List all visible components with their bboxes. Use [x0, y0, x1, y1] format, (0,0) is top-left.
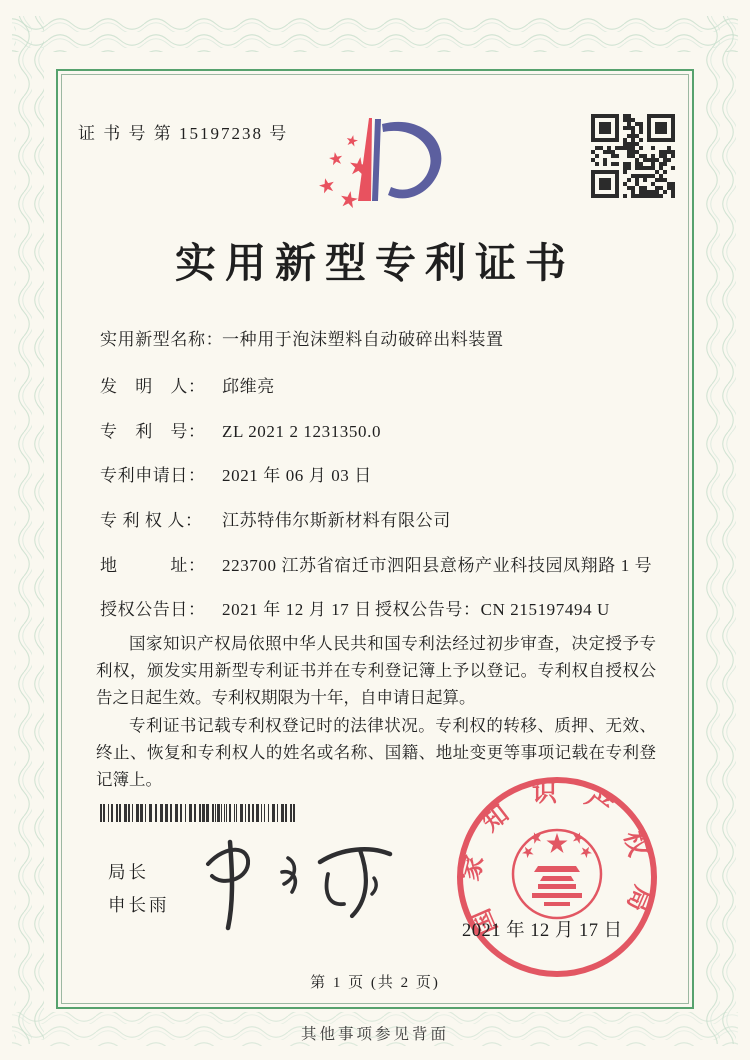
field-label: 授权公告号：: [375, 600, 481, 619]
field-row-address: [100, 551, 652, 576]
qr-code-icon: [591, 114, 675, 203]
field-value: 223700 江苏省宿迁市泗阳县意杨产业科技园凤翔路 1 号: [222, 556, 653, 575]
field-row-name: [100, 325, 504, 350]
field-label: 发 明 人：: [100, 377, 206, 396]
legal-paragraph-1: 国家知识产权局依照中华人民共和国专利法经过初步审查，决定授予专利权，颁发实用新型专利证书并在专利登记簿上予以登记。专利权自授权公告之日起生效。专利权期限为十年，自申请日起算。: [96, 634, 656, 708]
field-label: 专 利 号：: [100, 422, 206, 441]
field-row-patent-no: [100, 417, 381, 442]
field-label: 地 址：: [100, 556, 206, 575]
field-value: 2021 年 06 月 03 日: [222, 466, 372, 485]
field-row-grant-date: [100, 595, 610, 620]
certificate-number: 证 书 号 第 15197238 号: [78, 124, 289, 143]
barcode-icon: [100, 803, 296, 828]
field-value: 一种用于泡沫塑料自动破碎出料装置: [222, 330, 504, 349]
signer-title: 局长: [108, 862, 149, 882]
field-row-inventor: [100, 372, 275, 397]
certificate-title: 实用新型专利证书: [175, 240, 575, 286]
field-value: CN 215197494 U: [480, 600, 610, 619]
field-row-patentee: [100, 506, 451, 531]
page-number: 第 1 页 (共 2 页): [310, 975, 440, 991]
signer-name: 申长雨: [108, 895, 170, 915]
field-label: 实用新型名称：: [100, 330, 224, 349]
field-label: 专利申请日：: [100, 466, 206, 485]
field-label: 专 利 权 人：: [100, 511, 203, 530]
field-grant-number: [375, 595, 610, 620]
seal-date: 2021 年 12 月 17 日: [462, 921, 623, 941]
back-note: 其他事项参见背面: [300, 1026, 449, 1043]
seal-agency-text: 国家知识产权局: [456, 779, 658, 939]
handwritten-signature-icon: [192, 828, 407, 941]
cnipa-logo-icon: [298, 108, 463, 218]
legal-paragraph-2: 专利证书记载专利权登记时的法律状况。专利权的转移、质押、无效、终止、恢复和专利权人的姓名或名称、国籍、地址变更等事项记载在专利登记簿上。: [96, 715, 656, 790]
cnipa-red-seal-icon: [452, 772, 662, 987]
field-value: 2021 年 12 月 17 日: [222, 600, 372, 619]
field-value: ZL 2021 2 1231350.0: [222, 422, 382, 441]
field-label: 授权公告日：: [100, 600, 206, 619]
national-emblem: [513, 830, 601, 918]
legal-text: [96, 630, 656, 793]
field-value: 江苏特伟尔斯新材料有限公司: [222, 511, 451, 530]
field-value: 邱维亮: [222, 377, 275, 396]
field-row-filing-date: [100, 461, 372, 486]
svg-text:国家知识产权局: [456, 779, 658, 939]
